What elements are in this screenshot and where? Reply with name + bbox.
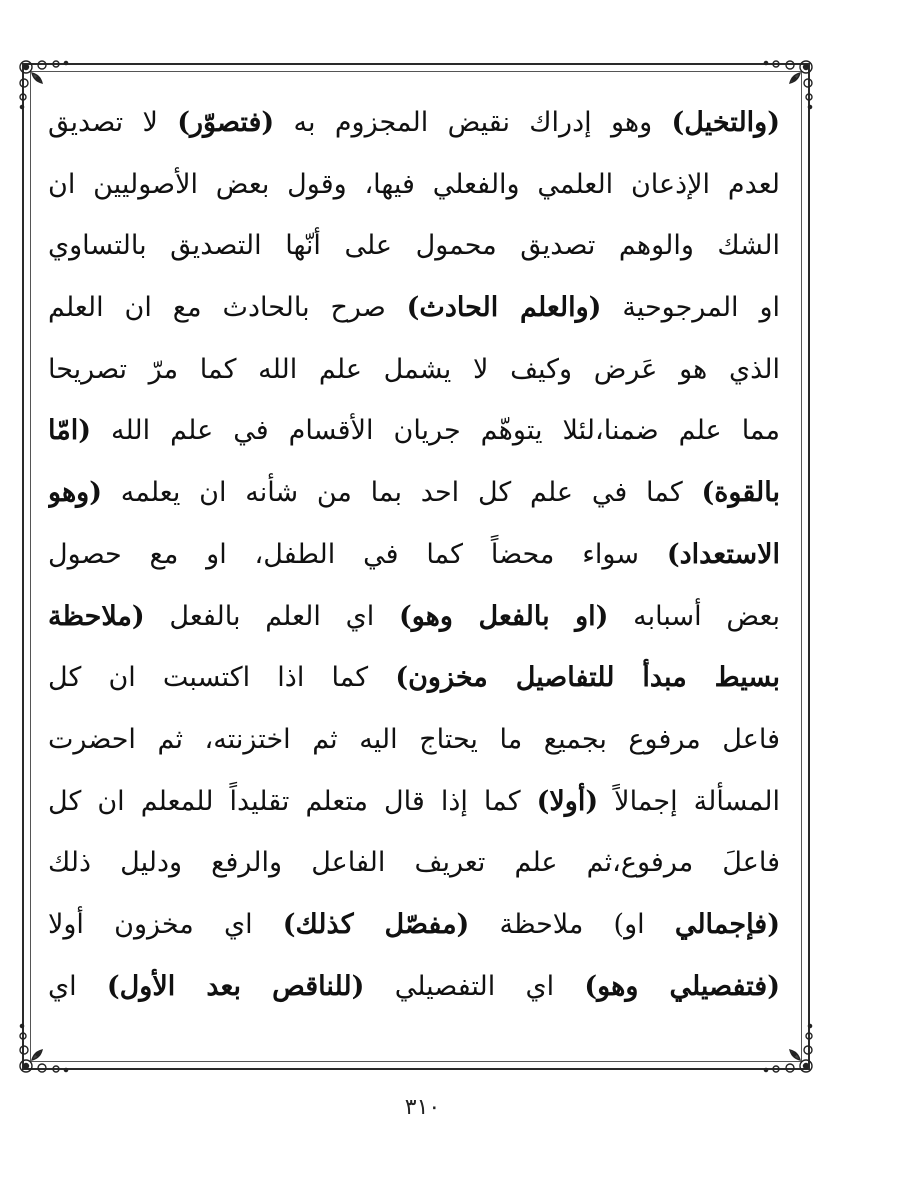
- text-line: [48, 771, 780, 833]
- text-line: [48, 400, 780, 462]
- text-segment: كما في علم كل احد بما من شأنه ان يعلمه: [102, 477, 702, 509]
- text-line: [48, 339, 780, 401]
- text-segment: كما اذا اكتسبت ان كل: [48, 662, 396, 694]
- bold-text-segment: (فإجمالي: [674, 908, 780, 940]
- text-line: [48, 832, 780, 894]
- text-segment: بعض أسبابه: [608, 600, 780, 632]
- text-line: [48, 647, 780, 709]
- body-text: [48, 92, 780, 1017]
- page-number: ٣١٠: [404, 1095, 441, 1120]
- bold-text-segment: (مفصّل كذلك): [282, 908, 470, 940]
- text-line: [48, 894, 780, 956]
- bold-text-segment: بالقوة): [701, 477, 780, 509]
- text-segment: فاعلَ مرفوع،ثم علم تعريف الفاعل والرفع ودليل ذلك: [48, 847, 780, 879]
- text-line: [48, 586, 780, 648]
- text-segment: الشك والوهم تصديق محمول على أنّها التصديق بالتساوي: [48, 230, 780, 262]
- corner-ornament-icon: [16, 1018, 74, 1076]
- bold-text-segment: (وهو: [48, 477, 102, 509]
- text-segment: كما إذا قال متعلم تقليداً للمعلم ان كل: [48, 785, 537, 817]
- text-segment: صرح بالحادث مع ان العلم: [48, 292, 407, 324]
- bold-text-segment: الاستعداد): [666, 538, 780, 570]
- text-line: [48, 277, 780, 339]
- text-segment: الذي هو عَرض وكيف لا يشمل علم الله كما مرّ تصريحا: [48, 353, 780, 385]
- corner-ornament-icon: [758, 1018, 816, 1076]
- text-line: [48, 524, 780, 586]
- text-line: [48, 462, 780, 524]
- text-segment: اي مخزون أولا: [48, 908, 283, 940]
- text-segment: اي التفصيلي: [364, 970, 585, 1002]
- bold-text-segment: (فتصوّر): [177, 107, 275, 138]
- text-line: [48, 956, 780, 1018]
- text-segment: لعدم الإذعان العلمي والفعلي فيها، وقول بعض الأصوليين ان: [48, 168, 780, 200]
- bold-text-segment: بسيط مبدأ للتفاصيل مخزون): [395, 662, 780, 694]
- text-segment: او المرجوحية: [601, 292, 780, 324]
- text-segment: اي العلم بالفعل: [144, 600, 399, 632]
- text-segment: المسألة إجمالاً: [598, 785, 780, 817]
- bold-text-segment: (فتفصيلي وهو): [584, 970, 780, 1002]
- text-segment: مما علم ضمنا،لئلا يتوهّم جريان الأقسام في علم الله: [90, 415, 780, 447]
- text-segment: او) ملاحظة: [469, 908, 675, 940]
- text-line: [48, 215, 780, 277]
- bold-text-segment: (والعلم الحادث): [406, 292, 602, 324]
- bold-text-segment: (أولا): [536, 785, 599, 817]
- text-segment: وهو إدراك نقيض المجزوم به: [274, 107, 672, 138]
- bold-text-segment: (والتخيل): [671, 107, 780, 138]
- text-line: [48, 154, 780, 216]
- bold-text-segment: (امّا: [48, 415, 91, 447]
- bold-text-segment: (او بالفعل وهو): [398, 600, 609, 632]
- text-segment: فاعل مرفوع بجميع ما يحتاج اليه ثم اختزنته، ثم احضرت: [48, 723, 780, 755]
- text-segment: لا تصديق: [48, 107, 178, 138]
- bold-text-segment: (للناقص بعد الأول): [106, 970, 365, 1002]
- text-line: [48, 709, 780, 771]
- text-segment: اي: [48, 970, 107, 1002]
- bold-text-segment: (ملاحظة: [48, 600, 145, 632]
- text-segment: سواء محضاً كما في الطفل، او مع حصول: [48, 538, 667, 570]
- text-line: [48, 92, 780, 154]
